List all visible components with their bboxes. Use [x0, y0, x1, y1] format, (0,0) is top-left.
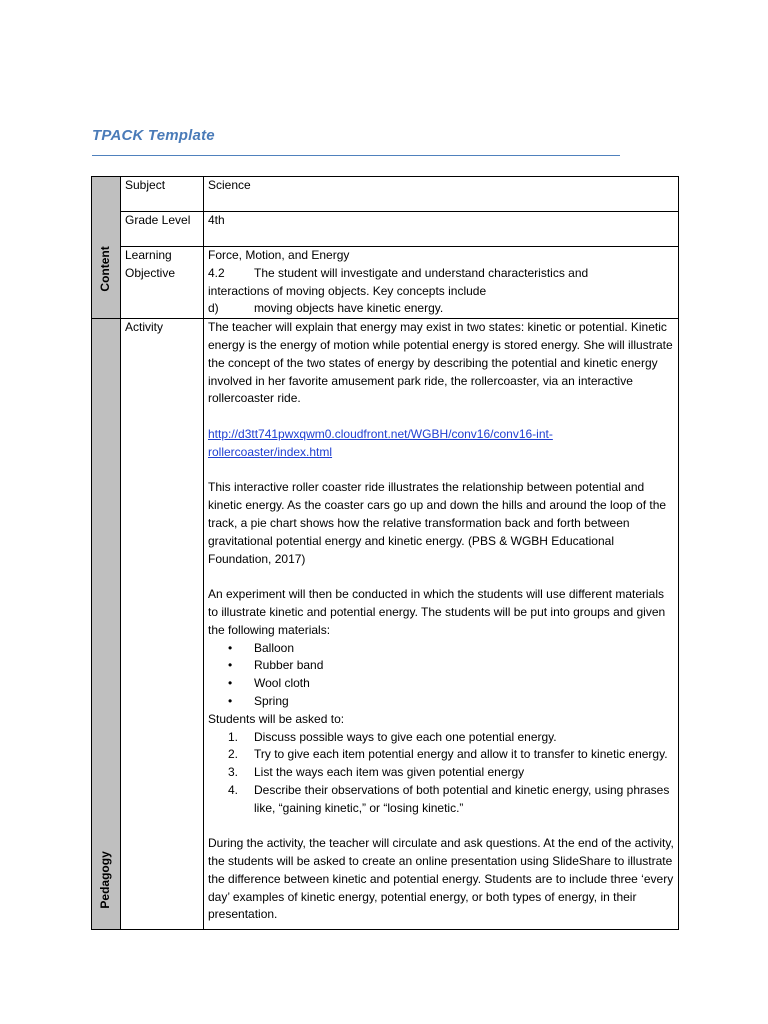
objective-standard	[208, 265, 674, 283]
steps-list	[208, 729, 674, 818]
step-number: 2.	[228, 747, 239, 762]
materials-list	[208, 640, 674, 711]
steps-intro: Students will be asked to:	[208, 711, 345, 726]
material-wool-cloth: Wool cloth	[254, 676, 310, 691]
list-item	[208, 657, 674, 675]
tpack-table	[91, 176, 679, 930]
learning-objective-label	[121, 247, 204, 319]
step-number: 1.	[228, 729, 239, 744]
activity-value	[204, 319, 679, 930]
activity-label: Activity	[121, 319, 204, 930]
list-item	[208, 675, 674, 693]
list-item	[208, 640, 674, 658]
title-underline	[92, 155, 620, 156]
objective-subpoint	[208, 300, 674, 318]
content-section-label: Content	[98, 246, 113, 292]
step-text: Describe their observations of both potential and kinetic energy, using phrases like, “gaining kinetic,” or “losing kinetic.”	[254, 782, 670, 815]
subpoint-text: moving objects have kinetic energy.	[254, 301, 444, 316]
step-number: 4.	[228, 782, 239, 797]
pedagogy-section-header	[92, 319, 121, 930]
grade-level-label: Grade Level	[121, 212, 204, 247]
list-item	[208, 693, 674, 711]
learning-label-line1: Learning	[125, 248, 172, 262]
list-item	[208, 729, 674, 747]
step-number: 3.	[228, 765, 239, 780]
list-item	[208, 746, 674, 764]
material-rubber-band: Rubber band	[254, 658, 324, 673]
objective-text-cont: interactions of moving objects. Key concepts include	[208, 283, 487, 298]
bullet: •	[228, 658, 233, 673]
content-section-header	[92, 177, 121, 319]
subject-label: Subject	[121, 177, 204, 212]
subject-value: Science	[204, 177, 679, 212]
activity-closing-paragraph: During the activity, the teacher will circulate and ask questions. At the end of the activity, the students will be asked to create an online presentation using SlideShare to illustrate the difference between kinetic and potential energy. Students are to include three ‘every day’ examples of kinetic energy, potential energy, or both types of energy, in their presentation.	[208, 836, 674, 922]
learning-objective-value	[204, 247, 679, 319]
list-item	[208, 764, 674, 782]
objective-text: The student will investigate and understand characteristics and	[254, 265, 589, 280]
activity-intro-paragraph: The teacher will explain that energy may exist in two states: kinetic or potential. Kinetic energy is the energy of motion while potential energy is stored energy. She will illustrate the concept of the two states of energy by describing the potential and kinetic energy involved in her favorite amusement park ride, the rollercoaster, via an interactive rollercoaster ride.	[208, 320, 673, 406]
list-item	[208, 782, 674, 818]
rollercoaster-link[interactable]: http://d3tt741pwxqwm0.cloudfront.net/WGBH/conv16/conv16-int-rollercoaster/index.html	[208, 426, 553, 459]
grade-level-value: 4th	[204, 212, 679, 247]
objective-topic: Force, Motion, and Energy	[208, 248, 350, 262]
step-text: Discuss possible ways to give each one potential energy.	[254, 729, 557, 744]
document-title: TPACK Template	[92, 127, 215, 144]
objective-number: 4.2	[208, 265, 225, 280]
bullet: •	[228, 676, 233, 691]
material-balloon: Balloon	[254, 640, 295, 655]
interactive-description-paragraph: This interactive roller coaster ride illustrates the relationship between potential and kinetic energy. As the coaster cars go up and down the hills and around the loop of the track, a pie chart shows how the relative transformation back and forth between gravitational potential energy and kinetic energy. (PBS & WGBH Educational Foundation, 2017)	[208, 480, 667, 566]
subpoint-letter: d)	[208, 301, 219, 316]
experiment-paragraph: An experiment will then be conducted in which the students will use different materials to illustrate kinetic and potential energy. The students will be put into groups and given the following materials:	[208, 587, 666, 637]
material-spring: Spring	[254, 693, 289, 708]
learning-label-line2: Objective	[125, 265, 176, 280]
bullet: •	[228, 640, 233, 655]
step-text: Try to give each item potential energy and allow it to transfer to kinetic energy.	[254, 747, 668, 762]
step-text: List the ways each item was given potential energy	[254, 765, 525, 780]
bullet: •	[228, 693, 233, 708]
pedagogy-section-label: Pedagogy	[98, 851, 113, 909]
